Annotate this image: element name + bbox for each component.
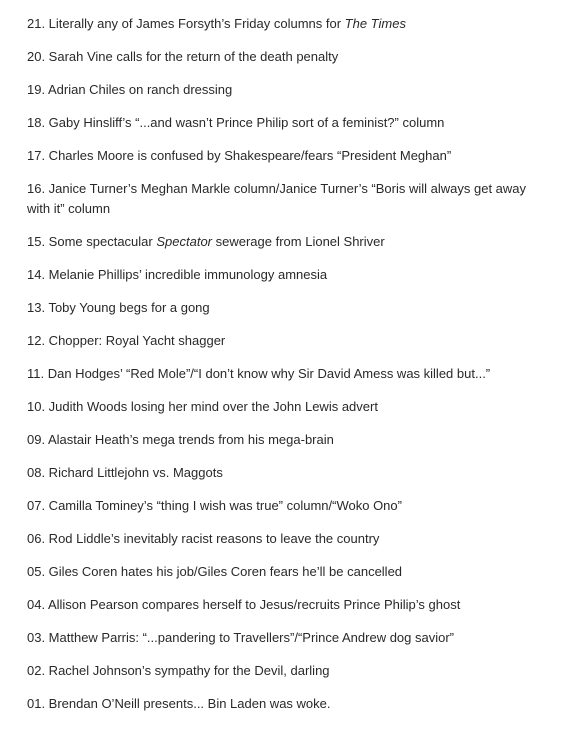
- list-item: [27, 430, 527, 450]
- item-text: 05. Giles Coren hates his job/Giles Coren fears he’ll be cancelled: [27, 564, 403, 579]
- item-text: 01. Brendan O’Neill presents... Bin Laden was woke.: [27, 696, 331, 711]
- list-item: [27, 47, 527, 67]
- list-item: [27, 364, 527, 384]
- list-item: [27, 265, 527, 285]
- item-text: 02. Rachel Johnson’s sympathy for the Devil, darling: [27, 663, 330, 678]
- list-item: [27, 397, 527, 417]
- list-item: [27, 529, 527, 549]
- list-item: [27, 694, 527, 714]
- item-text: 07. Camilla Tominey’s “thing I wish was true” column/“Woko Ono”: [27, 498, 402, 513]
- list-item: [27, 179, 527, 219]
- list-item: [27, 146, 527, 166]
- list-item: [27, 463, 527, 483]
- list-item: [27, 496, 527, 516]
- item-text: 10. Judith Woods losing her mind over the John Lewis advert: [27, 399, 378, 414]
- item-text-tail: sewerage from Lionel Shriver: [212, 234, 385, 249]
- item-text: 21. Literally any of James Forsyth’s Friday columns for: [27, 16, 345, 31]
- item-text: 09. Alastair Heath’s mega trends from his mega-brain: [27, 432, 334, 447]
- list-item: [27, 14, 527, 34]
- item-text: 15. Some spectacular: [27, 234, 157, 249]
- item-text: 08. Richard Littlejohn vs. Maggots: [27, 465, 223, 480]
- item-text: 14. Melanie Phillips’ incredible immunology amnesia: [27, 267, 328, 282]
- item-text: 11. Dan Hodges’ “Red Mole”/“I don’t know why Sir David Amess was killed but...”: [27, 366, 491, 381]
- list-item: [27, 562, 527, 582]
- list-item: [27, 113, 527, 133]
- item-italic-text: Spectator: [156, 234, 213, 249]
- list-item: [27, 232, 527, 252]
- item-text: 12. Chopper: Royal Yacht shagger: [27, 333, 226, 348]
- item-text: 13. Toby Young begs for a gong: [27, 300, 210, 315]
- item-text: 17. Charles Moore is confused by Shakespeare/fears “President Meghan”: [27, 148, 452, 163]
- item-text: 04. Allison Pearson compares herself to Jesus/recruits Prince Philip’s ghost: [27, 597, 461, 612]
- list-item: [27, 298, 527, 318]
- item-italic-text: The Times: [344, 16, 406, 31]
- item-text: 16. Janice Turner’s Meghan Markle column/Janice Turner’s “Boris will always get away with it” column: [27, 181, 527, 216]
- item-text: 19. Adrian Chiles on ranch dressing: [27, 82, 233, 97]
- item-text: 03. Matthew Parris: “...pandering to Travellers”/“Prince Andrew dog savior”: [27, 630, 455, 645]
- list-item: [27, 661, 527, 681]
- list-item: [27, 331, 527, 351]
- item-text: 20. Sarah Vine calls for the return of the death penalty: [27, 49, 339, 64]
- item-text: 18. Gaby Hinsliff’s “...and wasn’t Prince Philip sort of a feminist?” column: [27, 115, 445, 130]
- list-item: [27, 628, 527, 648]
- list-item: [27, 80, 527, 100]
- item-text: 06. Rod Liddle’s inevitably racist reasons to leave the country: [27, 531, 380, 546]
- list-item: [27, 595, 527, 615]
